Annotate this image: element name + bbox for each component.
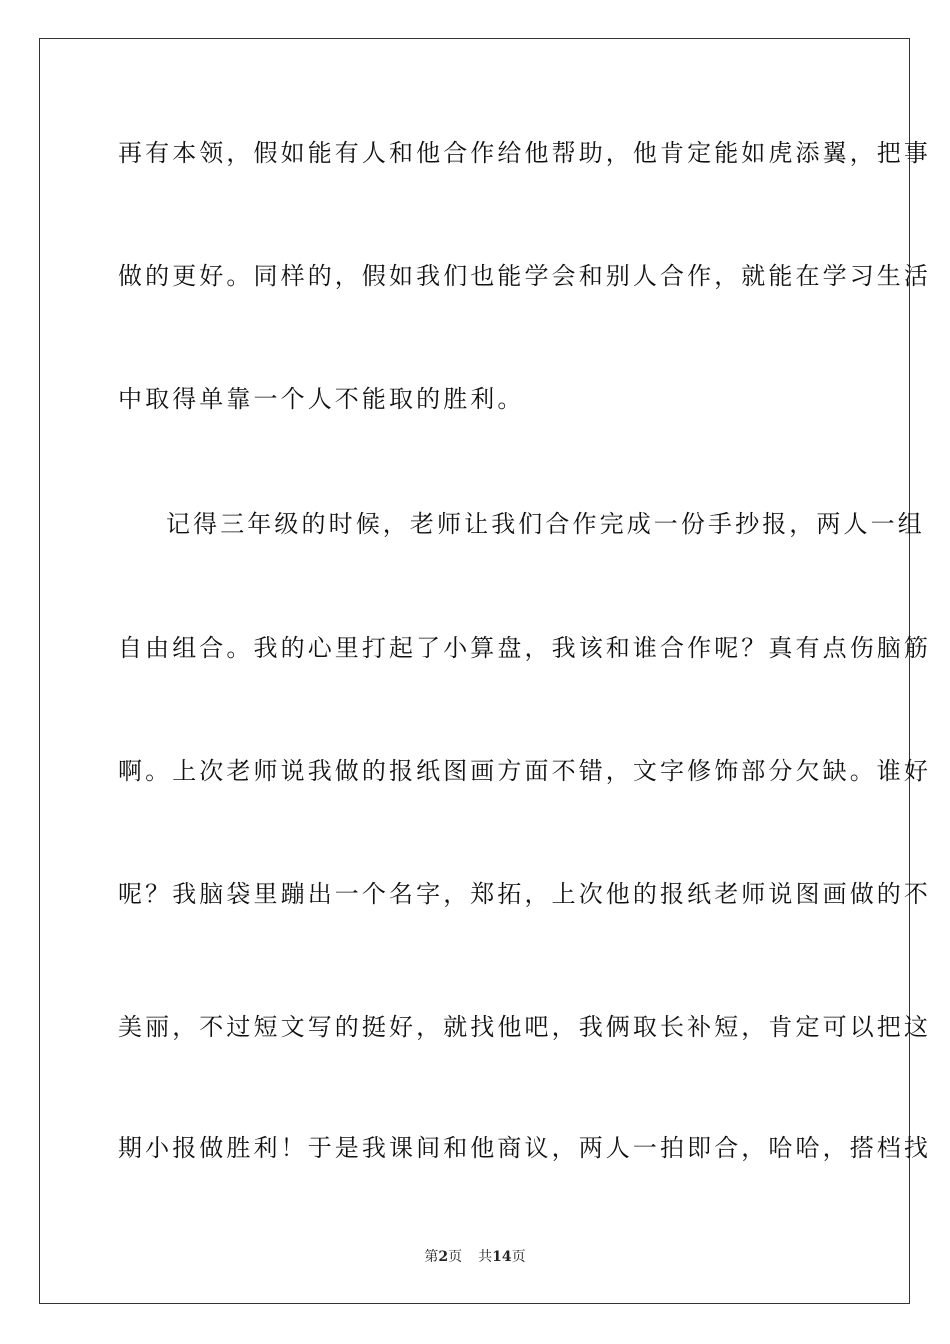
text-line-8: 美丽，不过短文写的挺好，就找他吧，我俩取长补短，肯定可以把这: [118, 1013, 931, 1041]
page-border: [39, 38, 931, 1304]
page-number: 2: [438, 1249, 449, 1265]
paragraph-start-line: 记得三年级的时候，老师让我们合作完成一份手抄报，两人一组: [166, 510, 925, 538]
page-number-prefix: 第: [424, 1249, 439, 1265]
total-pages-suffix: 页: [511, 1249, 526, 1265]
text-line-1: 再有本领，假如能有人和他合作给他帮助，他肯定能如虎添翼，把事: [118, 139, 931, 167]
text-line-3: 中取得单靠一个人不能取的胜利。: [118, 385, 525, 413]
text-line-6: 啊。上次老师说我做的报纸图画方面不错，文字修饰部分欠缺。谁好: [118, 757, 931, 785]
text-line-5: 自由组合。我的心里打起了小算盘，我该和谁合作呢？真有点伤脑筋: [118, 634, 931, 662]
total-pages: 14: [492, 1249, 512, 1265]
text-line-2: 做的更好。同样的，假如我们也能学会和别人合作，就能在学习生活: [118, 262, 931, 290]
text-line-9: 期小报做胜利！于是我课间和他商议，两人一拍即合，哈哈，搭档找: [118, 1134, 931, 1162]
text-line-7: 呢？我脑袋里蹦出一个名字，郑拓，上次他的报纸老师说图画做的不: [118, 880, 931, 908]
page-number-suffix: 页: [448, 1249, 463, 1265]
page-footer: [0, 1248, 950, 1266]
total-pages-prefix: 共: [478, 1249, 493, 1265]
